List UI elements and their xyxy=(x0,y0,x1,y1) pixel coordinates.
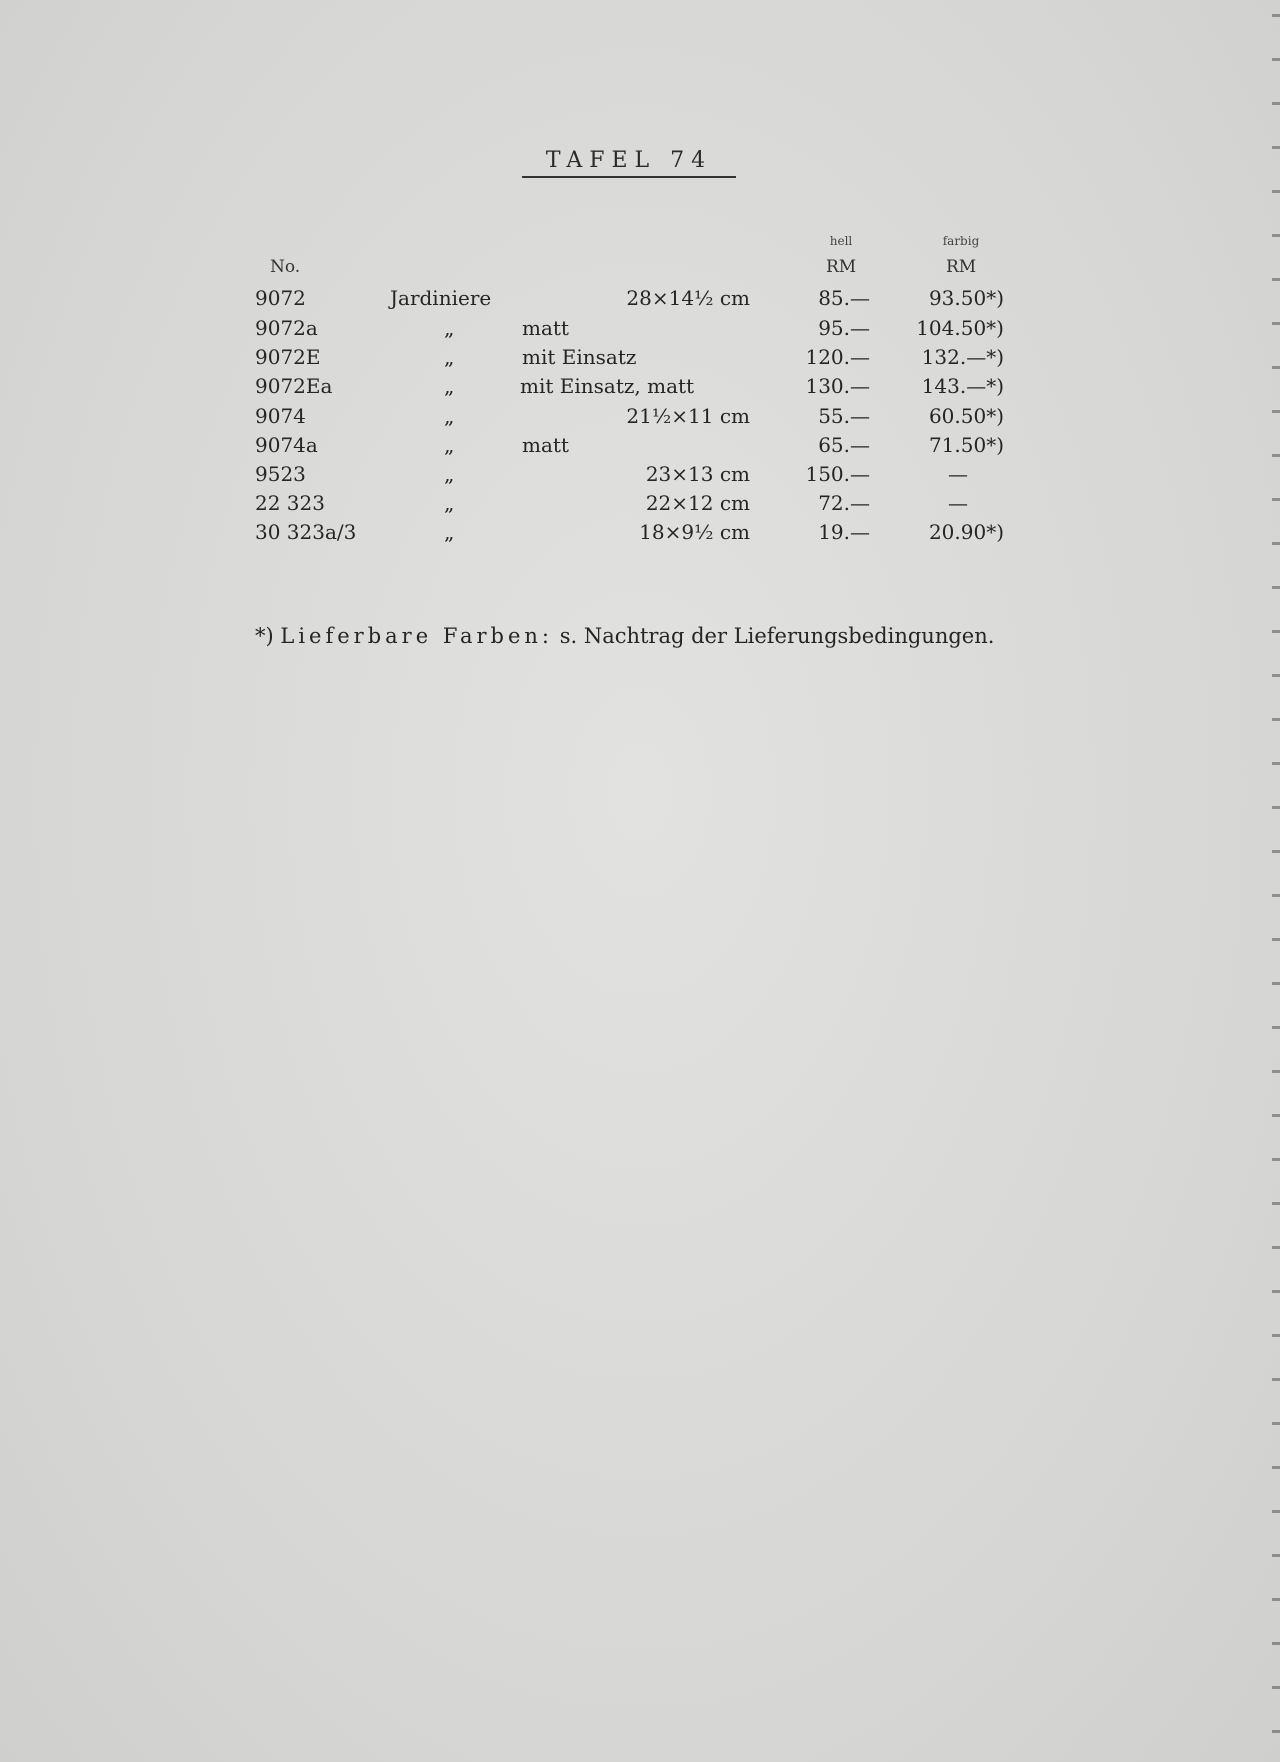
item-number: 30 323a/3 xyxy=(255,520,357,544)
item-description: matt xyxy=(522,316,569,340)
footnote xyxy=(255,624,994,648)
item-name: „ xyxy=(444,316,455,340)
price-farbig: 20.90*) xyxy=(928,520,1004,544)
item-number: 9523 xyxy=(255,462,306,486)
price-hell: 72.— xyxy=(818,491,870,515)
item-size: 23×13 cm xyxy=(645,462,750,486)
price-hell: 19.— xyxy=(818,520,870,544)
item-size: 28×14½ cm xyxy=(626,286,750,310)
item-number: 9072a xyxy=(255,316,318,340)
header-rm-farbig: RM xyxy=(946,257,977,277)
item-description: mit Einsatz xyxy=(522,345,637,369)
price-hell: 85.— xyxy=(818,286,870,310)
footnote-label: Lieferbare Farben: xyxy=(280,624,553,648)
item-name: Jardiniere xyxy=(390,286,492,310)
price-hell: 65.— xyxy=(818,433,870,457)
price-farbig: — xyxy=(948,462,968,486)
item-number: 9072 xyxy=(255,286,306,310)
item-name: „ xyxy=(444,433,455,457)
footnote-marker: *) xyxy=(255,624,274,648)
item-number: 9074 xyxy=(255,404,306,428)
price-farbig: 132.—*) xyxy=(921,345,1004,369)
header-farbig: farbig xyxy=(942,234,980,248)
price-farbig: 71.50*) xyxy=(928,433,1004,457)
item-name: „ xyxy=(444,520,455,544)
footnote-text: s. Nachtrag der Lieferungsbedingungen. xyxy=(559,624,995,648)
header-no: No. xyxy=(270,257,301,277)
item-number: 9074a xyxy=(255,433,318,457)
price-hell: 130.— xyxy=(805,374,870,398)
price-farbig: 143.—*) xyxy=(921,374,1004,398)
price-hell: 120.— xyxy=(805,345,870,369)
item-description: mit Einsatz, matt xyxy=(520,374,695,398)
price-hell: 95.— xyxy=(818,316,870,340)
item-description: matt xyxy=(522,433,569,457)
header-hell: hell xyxy=(829,234,853,248)
scan-edge-marks xyxy=(1272,0,1280,1762)
item-number: 9072E xyxy=(255,345,321,369)
item-number: 9072Ea xyxy=(255,374,333,398)
item-name: „ xyxy=(444,491,455,515)
price-hell: 150.— xyxy=(805,462,870,486)
item-size: 21½×11 cm xyxy=(626,404,750,428)
price-farbig: — xyxy=(948,491,968,515)
item-name: „ xyxy=(444,374,455,398)
page-title: TAFEL 74 xyxy=(522,148,736,178)
price-farbig: 60.50*) xyxy=(928,404,1004,428)
item-name: „ xyxy=(444,345,455,369)
price-farbig: 93.50*) xyxy=(928,286,1004,310)
header-rm-hell: RM xyxy=(826,257,857,277)
price-hell: 55.— xyxy=(818,404,870,428)
item-name: „ xyxy=(444,404,455,428)
item-number: 22 323 xyxy=(255,491,325,515)
item-size: 22×12 cm xyxy=(645,491,750,515)
item-name: „ xyxy=(444,462,455,486)
price-farbig: 104.50*) xyxy=(916,316,1004,340)
item-size: 18×9½ cm xyxy=(639,520,750,544)
